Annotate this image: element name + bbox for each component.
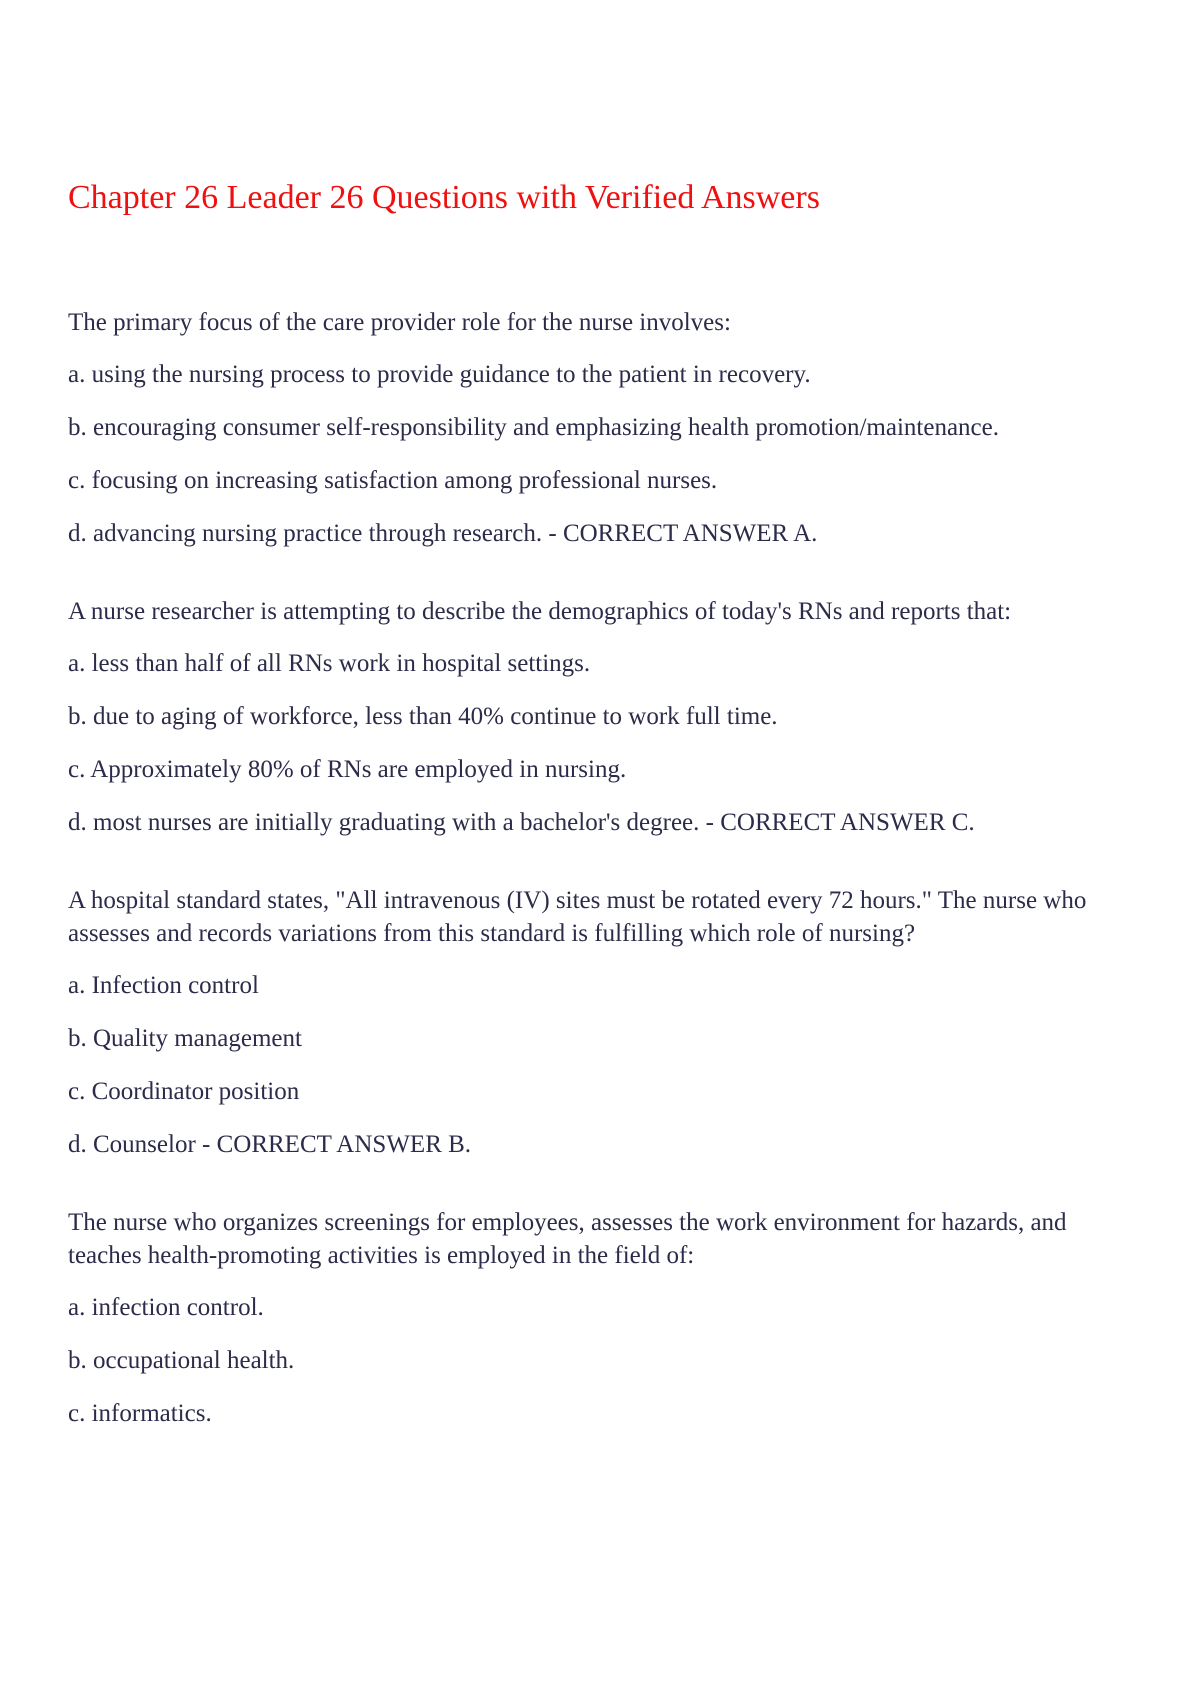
answer-option-d: d. most nurses are initially graduating with a bachelor's degree. - CORRECT ANSWER C. — [68, 809, 975, 836]
answer-option-c: c. Coordinator position — [68, 1078, 300, 1105]
question-4 — [68, 1206, 1131, 1430]
question-list — [68, 306, 1131, 1430]
question-1 — [68, 306, 1131, 550]
answer-option-d: d. advancing nursing practice through research. - CORRECT ANSWER A. — [68, 520, 818, 547]
question-stem: The primary focus of the care provider role for the nurse involves: — [68, 309, 731, 336]
answer-option-c: c. informatics. — [68, 1400, 212, 1427]
answer-option-b: b. encouraging consumer self-responsibility and emphasizing health promotion/maintenance. — [68, 414, 999, 441]
question-stem: A hospital standard states, "All intravenous (IV) sites must be rotated every 72 hours." The nurse who assesses and records variations from this standard is fulfilling which role of nursing? — [68, 887, 1087, 947]
question-stem: A nurse researcher is attempting to describe the demographics of today's RNs and reports that: — [68, 598, 1012, 625]
answer-option-b: b. occupational health. — [68, 1347, 295, 1374]
answer-option-d: d. Counselor - CORRECT ANSWER B. — [68, 1131, 472, 1158]
question-2 — [68, 595, 1131, 839]
question-stem: The nurse who organizes screenings for employees, assesses the work environment for hazards, and teaches health-promoting activities is employed in the field of: — [68, 1209, 1067, 1269]
answer-option-b: b. due to aging of workforce, less than 40% continue to work full time. — [68, 703, 778, 730]
answer-option-a: a. Infection control — [68, 972, 259, 999]
answer-option-b: b. Quality management — [68, 1025, 302, 1052]
answer-option-a: a. using the nursing process to provide guidance to the patient in recovery. — [68, 361, 811, 388]
question-3 — [68, 884, 1131, 1161]
answer-option-a: a. infection control. — [68, 1294, 264, 1321]
answer-option-c: c. focusing on increasing satisfaction among professional nurses. — [68, 467, 718, 494]
answer-option-a: a. less than half of all RNs work in hospital settings. — [68, 650, 591, 677]
document-title: Chapter 26 Leader 26 Questions with Verified Answers — [68, 179, 820, 216]
answer-option-c: c. Approximately 80% of RNs are employed in nursing. — [68, 756, 627, 783]
